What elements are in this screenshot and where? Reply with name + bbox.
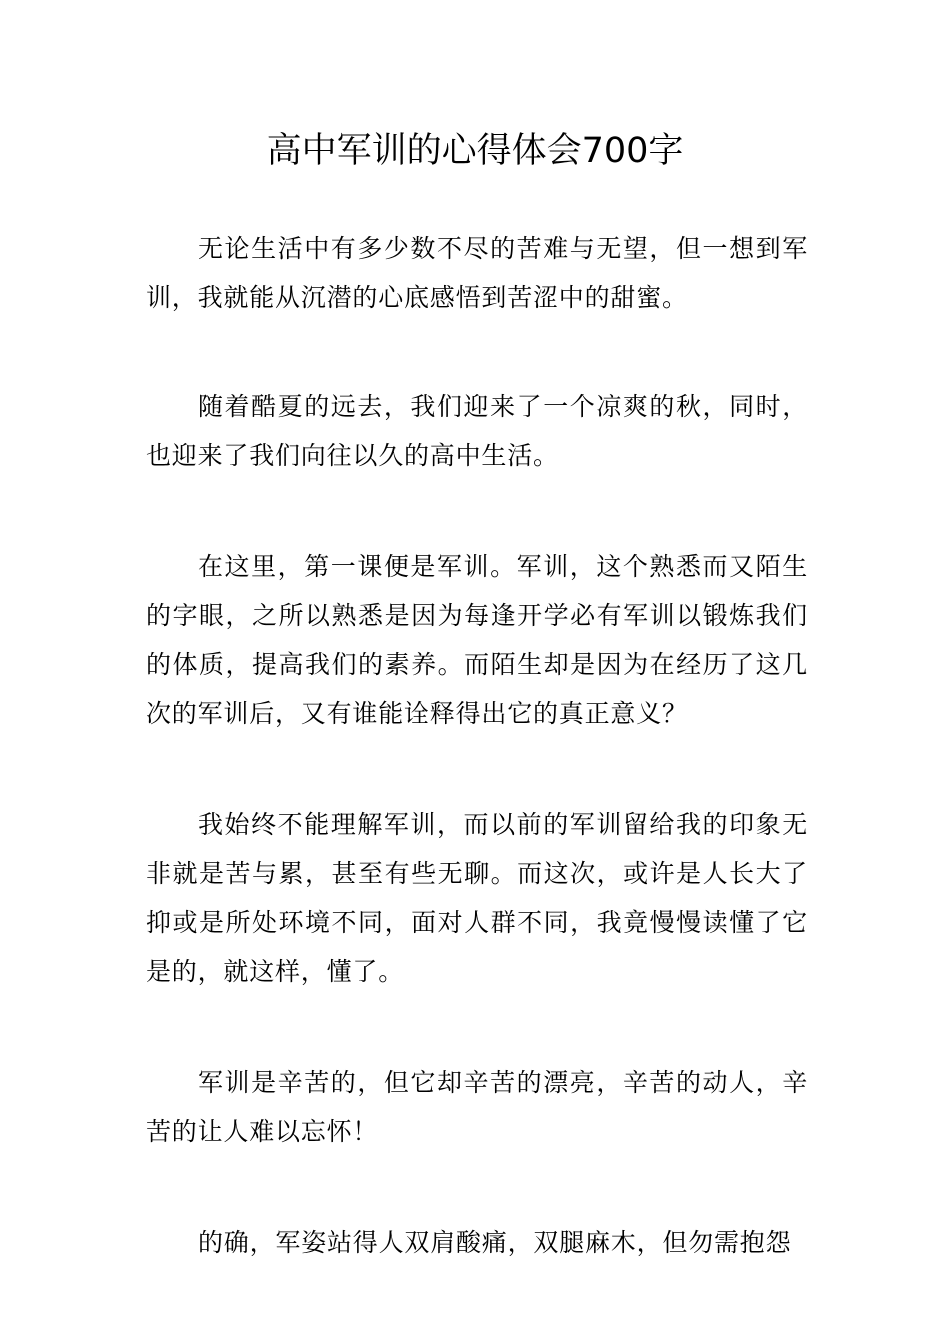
paragraph: 军训是辛苦的，但它却辛苦的漂亮，辛苦的动人，辛苦的让人难以忘怀！ <box>146 1068 808 1146</box>
paragraph: 的确，军姿站得人双肩酸痛，双腿麻木，但勿需抱怨 <box>198 1228 792 1257</box>
paragraph: 在这里，第一课便是军训。军训，这个熟悉而又陌生的字眼，之所以熟悉是因为每逢开学必有军训以锻炼我们的体质，提高我们的素养。而陌生却是因为在经历了这几次的军训后，又有谁能诠释得出它的真正意义？ <box>146 552 808 728</box>
paragraph: 无论生活中有多少数不尽的苦难与无望，但一想到军训，我就能从沉潜的心底感悟到苦涩中的甜蜜。 <box>146 234 808 312</box>
paragraph: 我始终不能理解军训，而以前的军训留给我的印象无非就是苦与累，甚至有些无聊。而这次，或许是人长大了抑或是所处环境不同，面对人群不同，我竟慢慢读懂了它是的，就这样，懂了。 <box>146 810 808 986</box>
document-title: 高中军训的心得体会700字 <box>266 131 684 171</box>
document-body <box>146 224 808 1327</box>
paragraph: 随着酷夏的远去，我们迎来了一个凉爽的秋，同时，也迎来了我们向往以久的高中生活。 <box>146 392 808 470</box>
